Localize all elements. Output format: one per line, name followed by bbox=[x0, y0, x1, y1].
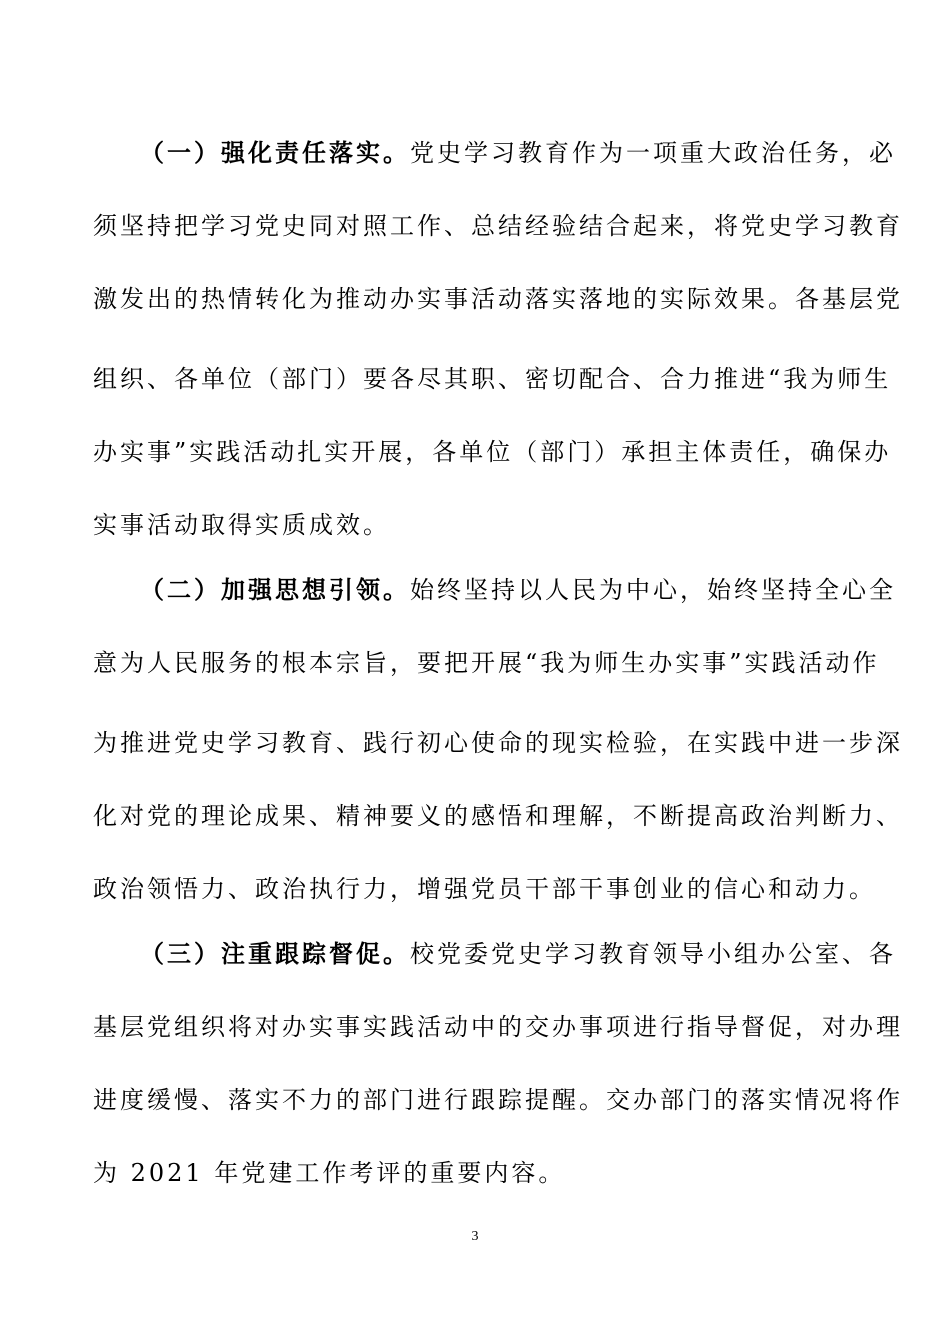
paragraph-text: 始终坚持以人民为中心，始终坚持全心全 bbox=[410, 576, 896, 604]
paragraph-line: 为推进党史学习教育、践行初心使命的现实检验，在实践中进一步深 bbox=[93, 729, 903, 757]
paragraph-line: 须坚持把学习党史同对照工作、总结经验结合起来，将党史学习教育 bbox=[93, 212, 903, 240]
section-heading: （三）注重跟踪督促。 bbox=[140, 940, 410, 968]
paragraph-line: 激发出的热情转化为推动办实事活动落实落地的实际效果。各基层党 bbox=[93, 285, 903, 313]
paragraph-line bbox=[140, 939, 896, 969]
paragraph-line: 基层党组织将对办实事实践活动中的交办事项进行指导督促，对办理 bbox=[93, 1013, 903, 1041]
section-heading: （二）加强思想引领。 bbox=[140, 576, 410, 604]
page-number: 3 bbox=[471, 1229, 479, 1244]
paragraph-line: 进度缓慢、落实不力的部门进行跟踪提醒。交办部门的落实情况将作 bbox=[93, 1086, 903, 1114]
paragraph-line bbox=[140, 138, 896, 168]
paragraph-line: 化对党的理论成果、精神要义的感悟和理解，不断提高政治判断力、 bbox=[93, 802, 903, 830]
section-heading: （一）强化责任落实。 bbox=[140, 139, 410, 167]
paragraph-text: 党史学习教育作为一项重大政治任务，必 bbox=[410, 139, 896, 167]
paragraph-line: 意为人民服务的根本宗旨，要把开展“我为师生办实事”实践活动作 bbox=[93, 649, 880, 677]
paragraph-line: 组织、各单位（部门）要各尽其职、密切配合、合力推进“我为师生 bbox=[93, 365, 892, 393]
paragraph-line: 办实事”实践活动扎实开展，各单位（部门）承担主体责任，确保办 bbox=[93, 438, 892, 466]
paragraph-text: 校党委党史学习教育领导小组办公室、各 bbox=[410, 940, 896, 968]
paragraph-line: 政治领悟力、政治执行力，增强党员干部干事创业的信心和动力。 bbox=[93, 875, 876, 903]
paragraph-line: 为 2021 年党建工作考评的重要内容。 bbox=[93, 1159, 566, 1187]
paragraph-line: 实事活动取得实质成效。 bbox=[93, 511, 390, 539]
paragraph-line bbox=[140, 575, 896, 605]
